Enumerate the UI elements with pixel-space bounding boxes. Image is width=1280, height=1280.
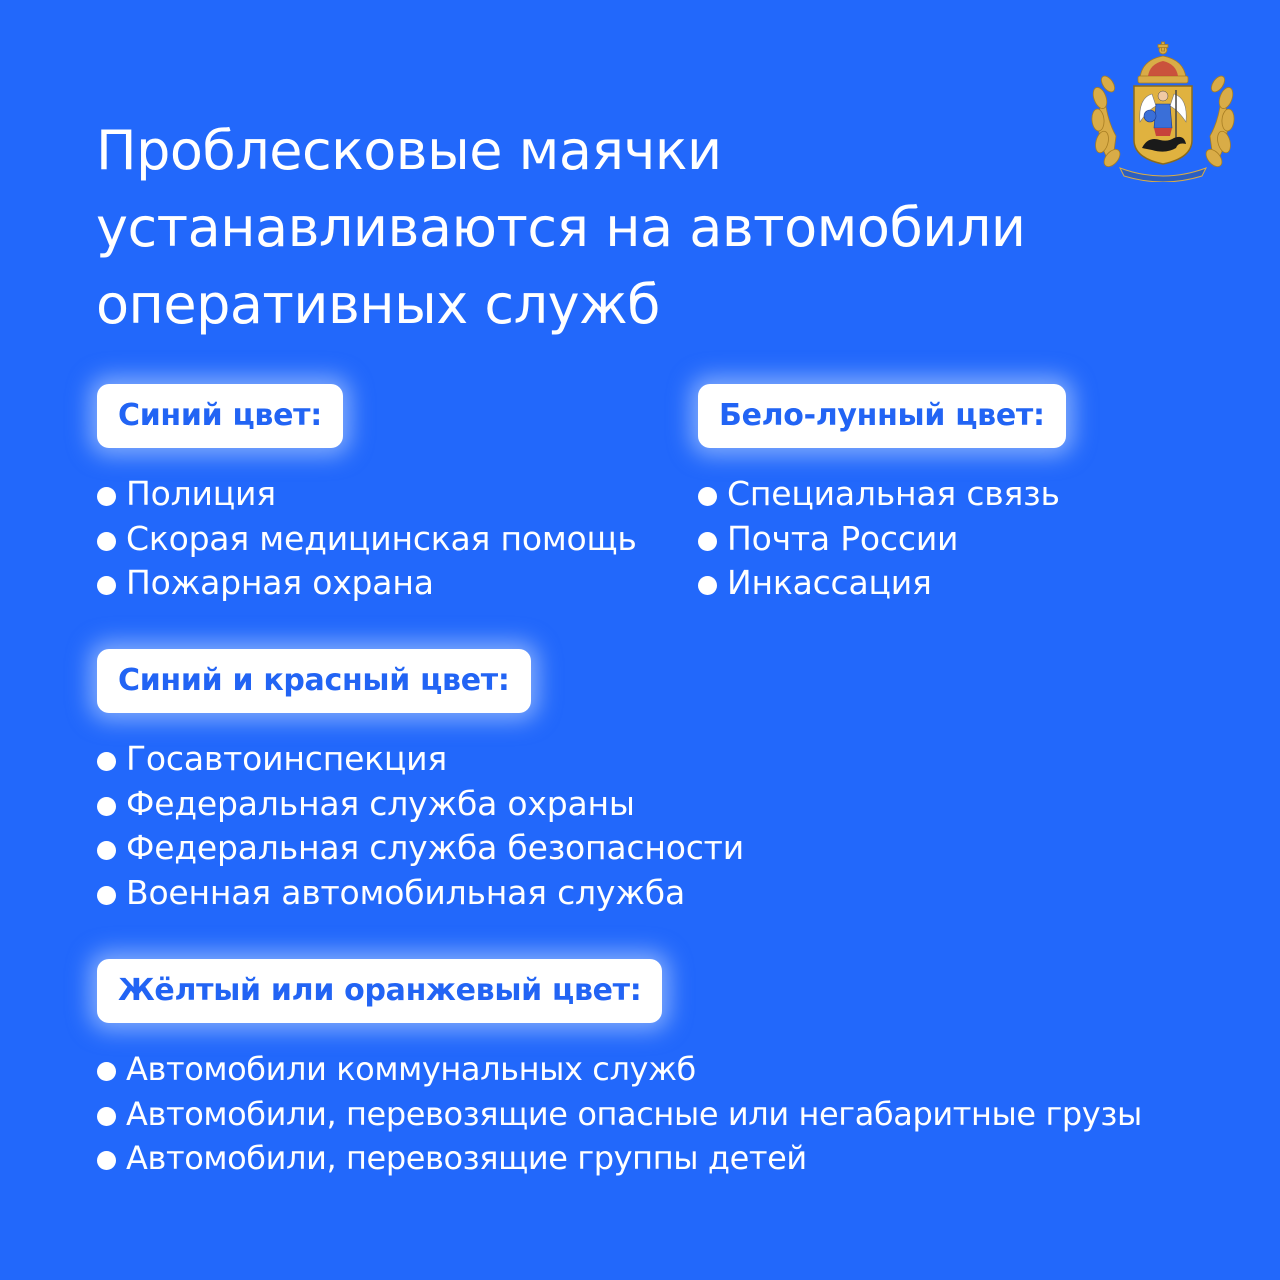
- bullet-icon: [698, 576, 717, 595]
- list-item-text: Автомобили, перевозящие группы детей: [126, 1139, 807, 1177]
- list-item-text: Инкассация: [727, 563, 932, 602]
- bullet-icon: [97, 487, 116, 506]
- list-item-text: Федеральная служба охраны: [126, 783, 635, 823]
- title-line-1: Проблесковые маячки: [96, 119, 722, 182]
- page-title: [96, 112, 1156, 343]
- list-item: [698, 517, 1060, 562]
- list-item: [97, 561, 637, 606]
- title-line-3: оперативных служб: [96, 273, 660, 336]
- bullet-icon: [97, 532, 116, 551]
- list-blue-red: [97, 737, 744, 915]
- bullet-icon: [97, 886, 116, 905]
- title-line-2: устанавливаются на автомобили: [96, 196, 1026, 259]
- list-item: [698, 472, 1060, 517]
- bullet-icon: [97, 576, 116, 595]
- list-blue: [97, 472, 637, 606]
- bullet-icon: [698, 532, 717, 551]
- list-item: [97, 826, 744, 871]
- bullet-icon: [97, 752, 116, 771]
- section-label-blue: Синий цвет:: [97, 384, 343, 448]
- bullet-icon: [698, 487, 717, 506]
- list-item: [97, 1136, 1142, 1181]
- list-item: [97, 517, 637, 562]
- list-item-text: Пожарная охрана: [126, 563, 434, 602]
- list-item-text: Федеральная служба безопасности: [126, 828, 744, 867]
- bullet-icon: [97, 841, 116, 860]
- bullet-icon: [97, 1062, 116, 1081]
- list-item: [97, 871, 744, 916]
- list-yellow-orange: [97, 1047, 1142, 1181]
- list-item-text: Автомобили, перевозящие опасные или негабаритные грузы: [126, 1094, 1142, 1133]
- list-item-text: Госавтоинспекция: [126, 739, 448, 778]
- list-item-text: Автомобили коммунальных служб: [126, 1050, 696, 1088]
- list-item: [97, 1047, 1142, 1092]
- list-white-moon: [698, 472, 1060, 606]
- list-item-text: Военная автомобильная служба: [126, 872, 685, 912]
- bullet-icon: [97, 1107, 116, 1126]
- bullet-icon: [97, 797, 116, 816]
- bullet-icon: [97, 1151, 116, 1170]
- list-item: [97, 737, 744, 782]
- list-item: [698, 561, 1060, 606]
- list-item-text: Полиция: [126, 474, 276, 513]
- section-label-yellow-orange: Жёлтый или оранжевый цвет:: [97, 959, 662, 1023]
- list-item-text: Скорая медицинская помощь: [126, 518, 637, 558]
- section-label-blue-red: Синий и красный цвет:: [97, 649, 531, 713]
- list-item: [97, 472, 637, 517]
- coat-of-arms-icon: [1090, 36, 1236, 182]
- list-item-text: Специальная связь: [727, 474, 1060, 513]
- section-label-white-moon: Бело-лунный цвет:: [698, 384, 1066, 448]
- list-item-text: Почта России: [727, 518, 959, 558]
- list-item: [97, 782, 744, 827]
- list-item: [97, 1092, 1142, 1137]
